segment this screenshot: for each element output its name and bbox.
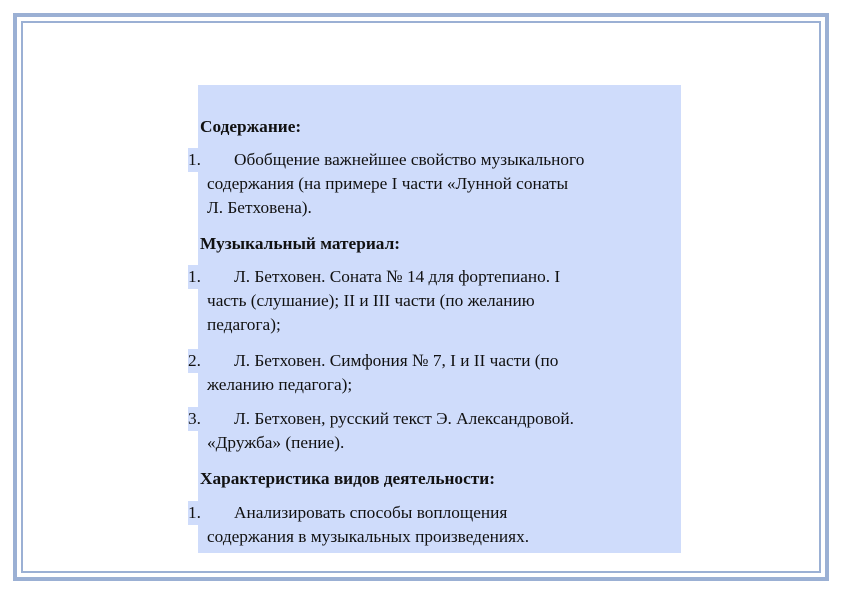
list-item: [188, 501, 681, 549]
heading-content: Содержание:: [200, 117, 302, 136]
list-number: 1.: [188, 148, 205, 172]
heading-material: Музыкальный материал:: [200, 234, 401, 253]
list-text: [207, 265, 679, 337]
list-line: Обобщение важнейшее свойство музыкального: [234, 150, 585, 169]
list-line: Анализировать способы воплощения: [234, 503, 508, 522]
list-line: «Дружба» (пение).: [207, 433, 345, 452]
heading-activities: Характеристика видов деятельности:: [200, 469, 495, 488]
list-text: [207, 148, 679, 220]
list-line: Л. Бетховен. Симфония № 7, I и II части (по: [234, 351, 559, 370]
list-line: Л. Бетховена).: [207, 198, 312, 217]
list-number: 3.: [188, 407, 205, 431]
list-line: желанию педагога);: [207, 375, 353, 394]
list-item: [188, 265, 681, 337]
list-line: содержания (на примере I части «Лунной сонаты: [207, 174, 569, 193]
list-line: содержания в музыкальных произведениях.: [207, 527, 530, 546]
list-number: 2.: [188, 349, 205, 373]
list-number: 1.: [188, 265, 205, 289]
list-item: [188, 407, 681, 455]
list-line: педагога);: [207, 315, 281, 334]
list-text: [207, 407, 679, 455]
list-line: часть (слушание); II и III части (по желанию: [207, 291, 535, 310]
list-text: [207, 501, 679, 549]
list-line: Л. Бетховен, русский текст Э. Александровой.: [234, 409, 574, 428]
content-block: [188, 85, 681, 553]
list-item: [188, 148, 681, 220]
list-text: [207, 349, 679, 397]
list-line: Л. Бетховен. Соната № 14 для фортепиано. I: [234, 267, 561, 286]
list-number: 1.: [188, 501, 205, 525]
list-item: [188, 349, 681, 397]
